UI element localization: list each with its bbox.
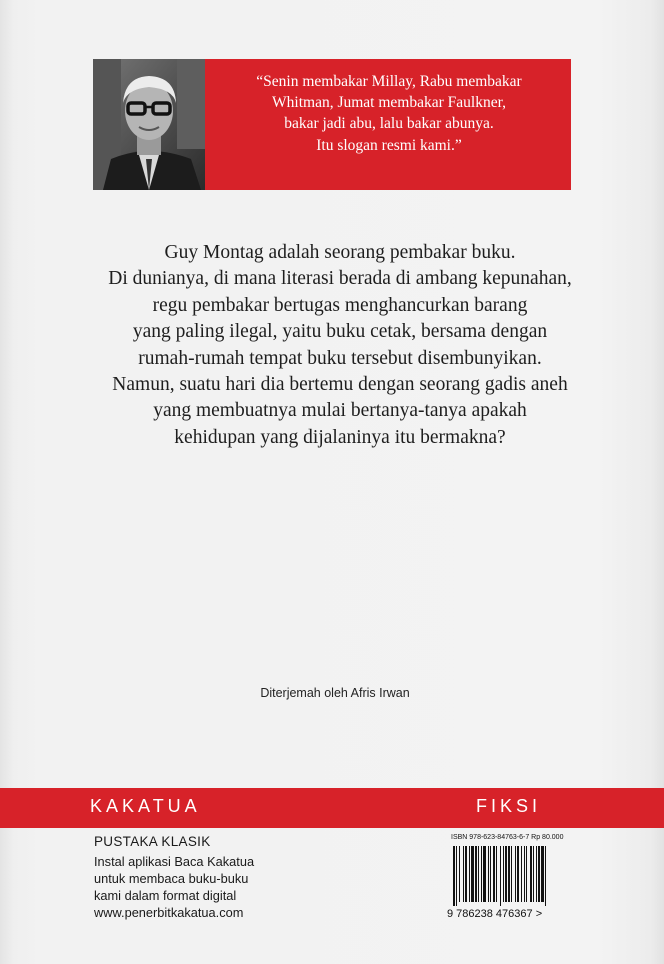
series-title: PUSTAKA KLASIK [94, 834, 211, 849]
barcode-bar [536, 846, 537, 902]
barcode-bar [500, 846, 501, 906]
barcode-bar [526, 846, 527, 902]
barcode [451, 846, 575, 906]
epigraph-quote: “Senin membakar Millay, Rabu membakar Whitman, Jumat membakar Faulkner, bakar jadi abu, lalu bakar abunya. Itu slogan resmi kami.” [256, 73, 522, 154]
barcode-number: 9 786238 476367 > [447, 908, 543, 920]
barcode-bar [524, 846, 525, 902]
author-photo [93, 59, 205, 190]
barcode-bar [511, 846, 512, 902]
quote-block [93, 59, 571, 190]
barcode-bar [459, 846, 460, 902]
barcode-bar [465, 846, 467, 902]
barcode-bar [503, 846, 504, 902]
barcode-bar [517, 846, 519, 902]
barcode-bar [490, 846, 491, 902]
publisher-info [94, 834, 334, 921]
barcode-bar [471, 846, 474, 902]
app-promo-text: Instal aplikasi Baca Kakatua untuk membaca buku-buku kami dalam format digital www.penerbitkakatua.com [94, 854, 255, 920]
barcode-bar [515, 846, 516, 902]
barcode-bar [469, 846, 470, 902]
barcode-bar [493, 846, 495, 902]
barcode-bar [456, 846, 457, 906]
publisher-name: KAKATUA [90, 796, 201, 816]
barcode-bar [505, 846, 507, 902]
barcode-bar [478, 846, 479, 902]
publisher-band [0, 788, 664, 828]
barcode-bar [508, 846, 510, 902]
barcode-bar [483, 846, 486, 902]
genre-label: FIKSI [476, 796, 542, 816]
barcode-bar [530, 846, 532, 902]
barcode-bar [488, 846, 489, 902]
barcode-bar [538, 846, 540, 902]
isbn-price: ISBN 978-623-84763-6-7 Rp 80.000 [451, 834, 564, 841]
barcode-bar [545, 846, 546, 906]
barcode-bar [496, 846, 497, 902]
synopsis: Guy Montag adalah seorang pembakar buku. Di dunianya, di mana literasi berada di ambang kepunahan, regu pembakar bertugas menghancurkan barang yang paling ilegal, yaitu buku cetak, bersama dengan rumah-rumah tempat buku tersebut disembunyikan. Namun, suatu hari dia bertemu dengan seorang gadis aneh yang membuatnya mulai bertanya-tanya apakah kehidupan yang dijalaninya itu bermakna? [108, 242, 572, 448]
barcode-bar [463, 846, 464, 902]
translator-credit: Diterjemah oleh Afris Irwan [260, 686, 410, 700]
barcode-bar [475, 846, 477, 902]
barcode-bar [453, 846, 455, 906]
barcode-bar [541, 846, 544, 902]
barcode-bar [533, 846, 534, 902]
barcode-bar [481, 846, 482, 902]
author-portrait-image [93, 59, 205, 190]
barcode-bar [521, 846, 522, 902]
quote-panel [205, 59, 571, 190]
